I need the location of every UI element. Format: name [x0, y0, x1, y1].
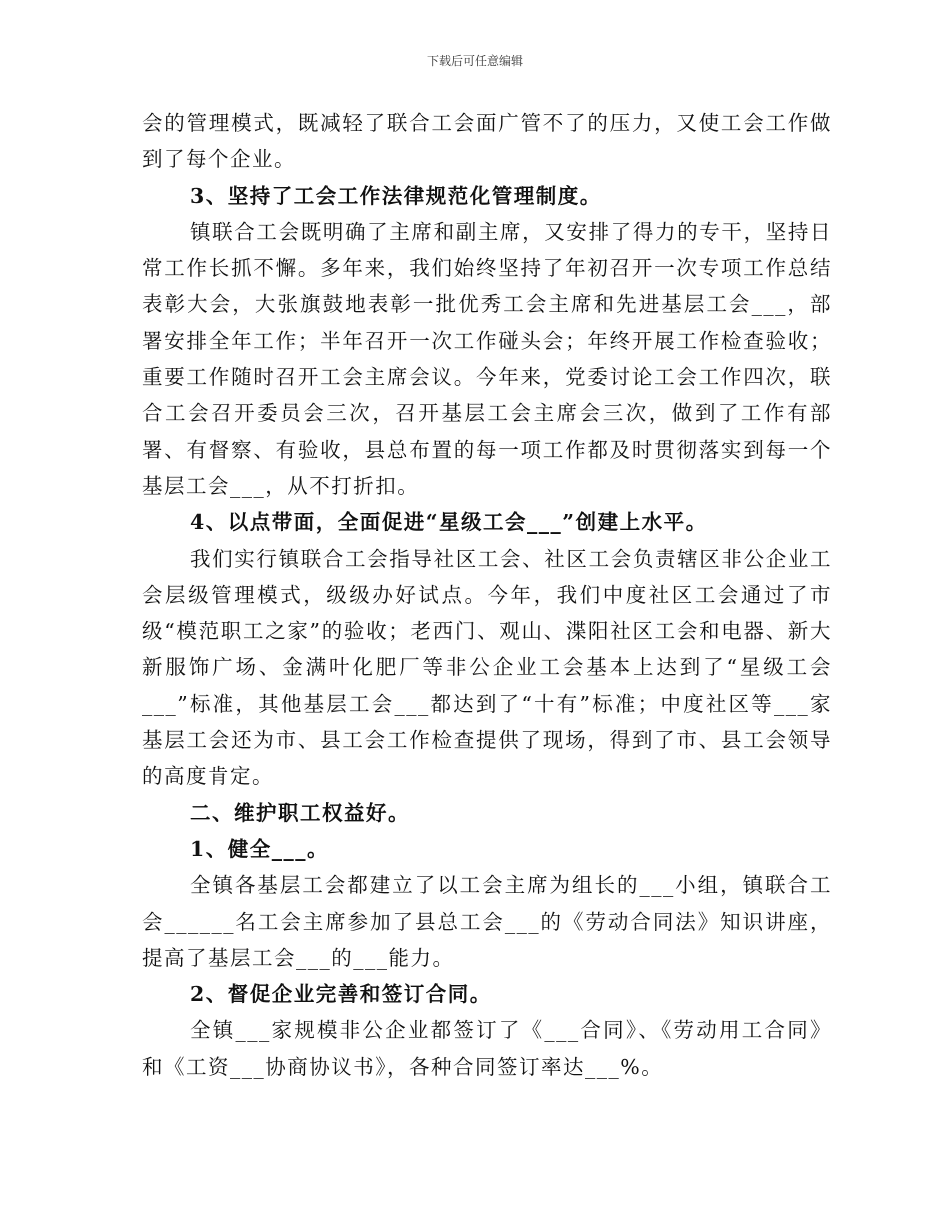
heading-item-3: 3、坚持了工会工作法律规范化管理制度。 — [190, 183, 602, 208]
heading-item-2: 2、督促企业完善和签订合同。 — [190, 982, 492, 1007]
heading-item-1: 1、健全___。 — [190, 836, 330, 861]
paragraph-management-system: 镇联合工会既明确了主席和副主席，又安排了得力的专干，坚持日常工作长抓不懈。多年来，我们始终坚持了年初召开一次专项工作总结表彰大会，大张旗鼓地表彰一批优秀工会主席和先进基层工会___，部署安排全年工作；半年召开一次工作碰头会；年终开展工作检查验收；重要工作随时召开工会主席会议。今年来，党委讨论工会工作四次，联合工会召开委员会三次，召开基层工会主席会三次，做到了工作有部署、有督察、有验收，县总布置的每一项工作都及时贯彻落实到每一个基层工会___，从不打折扣。 — [142, 219, 832, 498]
paragraph-contracts: 全镇___家规模非公企业都签订了《___合同》、《劳动用工合同》和《工资___协商协议书》，各种合同签订率达___%。 — [142, 1018, 832, 1079]
paragraph-star-union: 我们实行镇联合工会指导社区工会、社区工会负责辖区非公企业工会层级管理模式，级级办好试点。今年，我们中度社区工会通过了市级“模范职工之家”的验收；老西门、观山、渫阳社区工会和电器、新大新服饰广场、金满叶化肥厂等非公企业工会基本上达到了“星级工会___”标准，其他基层工会___都达到了“十有”标准；中度社区等___家基层工会还为市、县工会工作检查提供了现场，得到了市、县工会领导的高度肯定。 — [142, 546, 832, 789]
document-body — [142, 105, 832, 1085]
paragraph-continued: 会的管理模式，既减轻了联合工会面广管不了的压力，又使工会工作做到了每个企业。 — [142, 111, 832, 172]
section-heading-2: 二、维护职工权益好。 — [190, 800, 410, 825]
paragraph-training: 全镇各基层工会都建立了以工会主席为组长的___小组，镇联合工会______名工会主席参加了县总工会___的《劳动合同法》知识讲座，提高了基层工会___的___能力。 — [142, 873, 832, 970]
page-header: 下载后可任意编辑 — [426, 54, 523, 68]
heading-item-4: 4、以点带面，全面促进“星级工会___”创建上水平。 — [190, 510, 708, 535]
